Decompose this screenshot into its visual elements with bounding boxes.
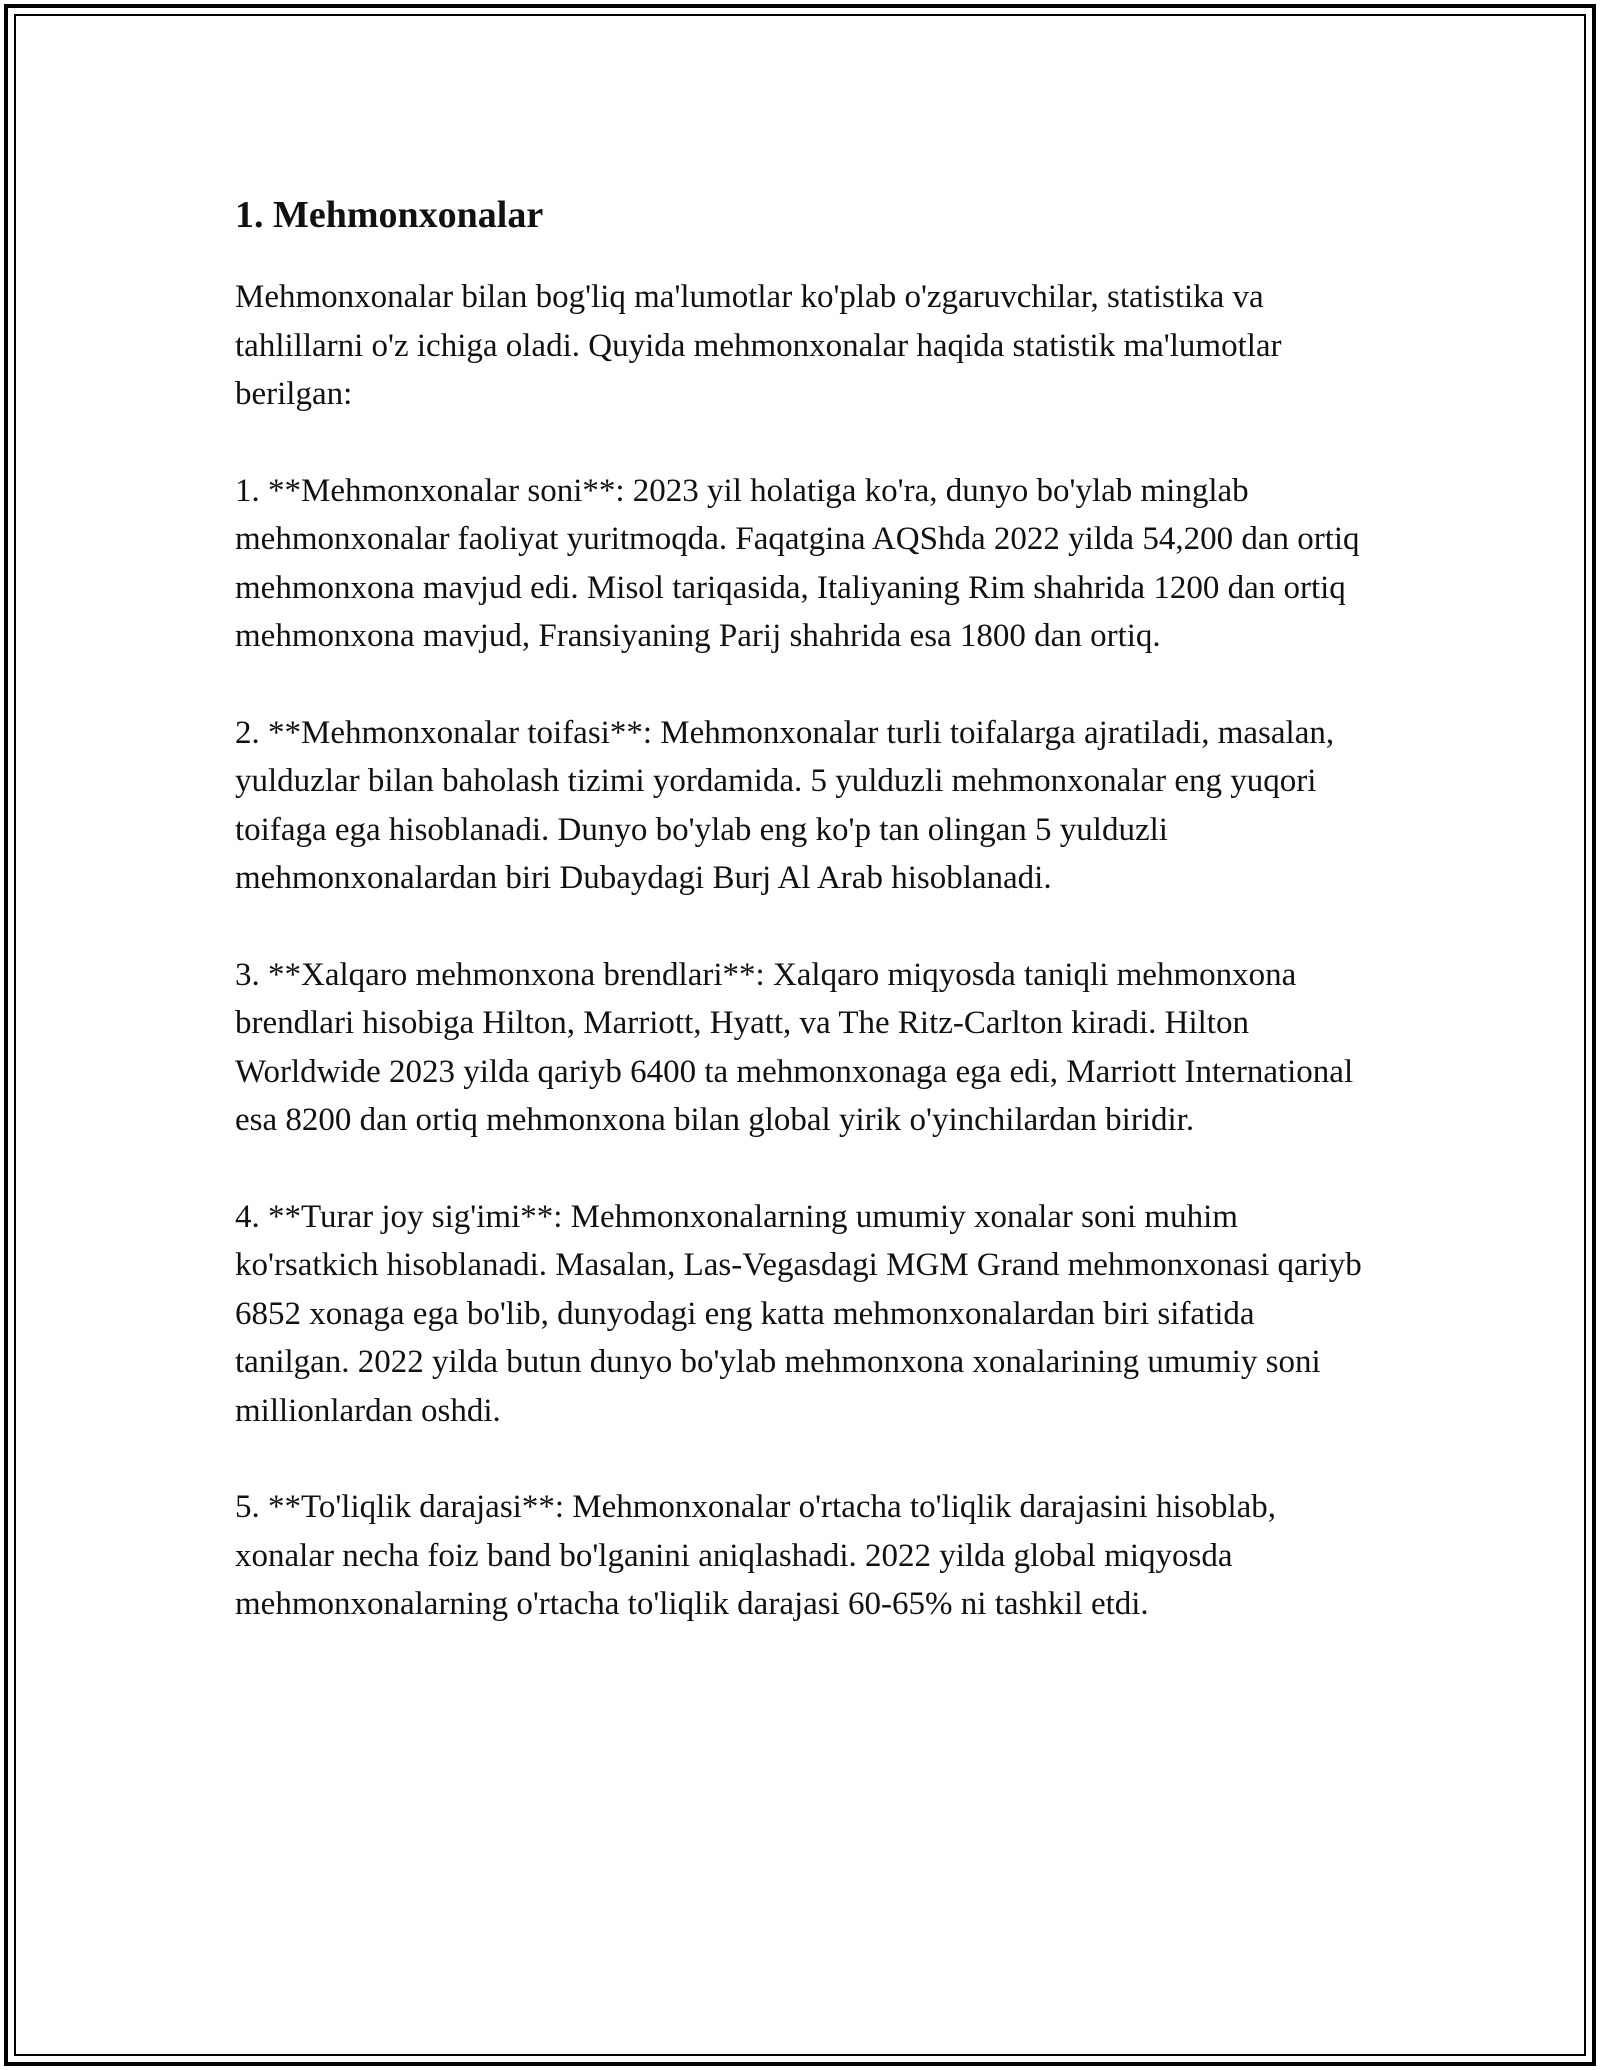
paragraph-hotel-brands: 3. **Xalqaro mehmonxona brendlari**: Xalqaro miqyosda taniqli mehmonxona brendlari hisobiga Hilton, Marriott, Hyatt, va The Ritz-Carlton kiradi. Hilton Worldwide 2023 yilda qariyb 6400 ta mehmonxonaga ega edi, Marriott International esa 8200 dan ortiq mehmonxona bilan global yirik o'yinchilardan biridir.: [235, 956, 1354, 1138]
document-body: [235, 185, 1370, 1629]
paragraph-occupancy-rate: 5. **To'liqlik darajasi**: Mehmonxonalar o'rtacha to'liqlik darajasini hisoblab, xonalar necha foiz band bo'lganini aniqlashadi. 2022 yilda global miqyosda mehmonxonalarning o'rtacha to'liqlik darajasi 60-65% ni tashkil etdi.: [235, 1489, 1277, 1622]
paragraph-hotel-count: 1. **Mehmonxonalar soni**: 2023 yil holatiga ko'ra, dunyo bo'ylab minglab mehmonxonalar faoliyat yuritmoqda. Faqatgina AQShda 2022 yilda 54,200 dan ortiq mehmonxona mavjud edi. Misol tariqasida, Italiyaning Rim shahrida 1200 dan ortiq mehmonxona mavjud, Fransiyaning Parij shahrida esa 1800 dan ortiq.: [235, 472, 1360, 654]
intro-paragraph: Mehmonxonalar bilan bog'liq ma'lumotlar ko'plab o'zgaruvchilar, statistika va tahlillarni o'z ichiga oladi. Quyida mehmonxonalar haqida statistik ma'lumotlar berilgan:: [235, 279, 1282, 412]
document-title: 1. Mehmonxonalar: [235, 194, 544, 236]
paragraph-room-capacity: 4. **Turar joy sig'imi**: Mehmonxonalarning umumiy xonalar soni muhim ko'rsatkich hisoblanadi. Masalan, Las-Vegasdagi MGM Grand mehmonxonasi qariyb 6852 xonaga ega bo'lib, dunyodagi eng katta mehmonxonalardan biri sifatida tanilgan. 2022 yilda butun dunyo bo'ylab mehmonxona xonalarining umumiy soni millionlardan oshdi.: [235, 1198, 1362, 1429]
paragraph-hotel-category: 2. **Mehmonxonalar toifasi**: Mehmonxonalar turli toifalarga ajratiladi, masalan, yulduzlar bilan baholash tizimi yordamida. 5 yulduzli mehmonxonalar eng yuqori toifaga ega hisoblanadi. Dunyo bo'ylab eng ko'p tan olingan 5 yulduzli mehmonxonalardan biri Dubaydagi Burj Al Arab hisoblanadi.: [235, 714, 1335, 896]
